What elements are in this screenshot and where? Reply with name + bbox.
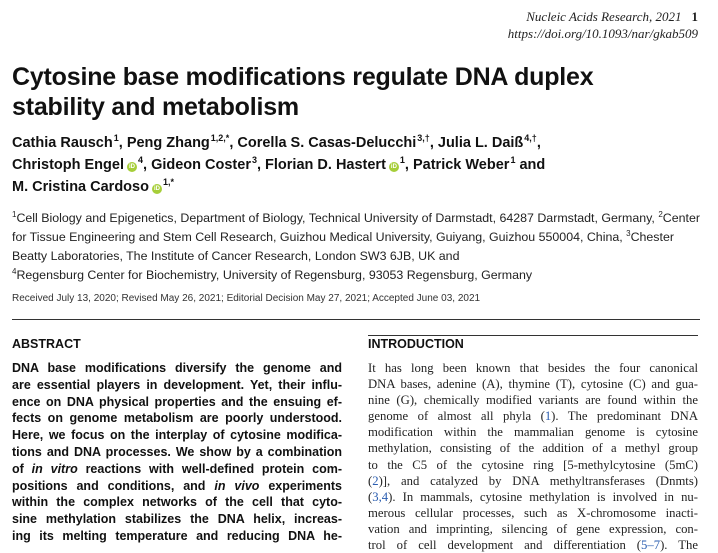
intro-rule bbox=[368, 335, 698, 336]
title-line-1: Cytosine base modifications regulate DNA duplex bbox=[12, 63, 594, 91]
author[interactable]: Christoph Engel $iD^4$ bbox=[12, 155, 143, 173]
title-line-2: stability and metabolism bbox=[12, 93, 299, 121]
author[interactable]: Gideon Coster$^3$ bbox=[151, 155, 257, 173]
citation-link[interactable]: 3,4 bbox=[372, 489, 389, 504]
author[interactable]: Peng Zhang$^{1,2,*}$ bbox=[126, 133, 230, 151]
author[interactable]: Cathia Rausch$^1$ bbox=[12, 133, 119, 151]
page-number: 1 bbox=[691, 9, 698, 24]
doi-link[interactable]: https://doi.org/10.1093/nar/gkab509 bbox=[507, 26, 698, 41]
author[interactable]: Patrick Weber$^1$ bbox=[412, 155, 516, 173]
author-list: Cathia Rausch$^1$, Peng Zhang$^{1,2,*}$, Corella S. Casas-Delucchi$^{3,\dagger}$, Julia L. Daiß$^{4,\dagger}$, Christoph Engel $iD^4$, Gideon Coster$^3$, Florian D. Hastert $iD^1$, Patrick Weber$^1$ and M. Cristina Cardoso $iD^{1,*}$ bbox=[12, 133, 546, 195]
citation-link[interactable]: 1 bbox=[544, 409, 552, 424]
journal-header bbox=[508, 8, 698, 42]
author[interactable]: M. Cristina Cardoso $iD^{1,*}$ bbox=[12, 177, 174, 195]
orcid-icon[interactable]: iD bbox=[153, 186, 160, 192]
author[interactable]: Corella S. Casas-Delucchi$^{3,\dagger}$ bbox=[237, 133, 430, 151]
abstract-text: DNA base modifications diversify the genome and are essential players in development. Yet, their influ- ence on DNA physical properties and the ensuing ef- fects on genome metabolism are poorly understood. Here, we focus on the interplay of cytosine modifica- tions and DNA processes. We show by a combination of in vitro reactions with well-defined protein com- positions and conditions, and in vivo experiments within the complex networks of the cell that cyto- sine methylation stabilizes the DNA helix, increas- ing its melting temperature and reducing DNA he- bbox=[12, 361, 343, 543]
abstract-heading: ABSTRACT bbox=[12, 337, 81, 351]
introduction-heading: INTRODUCTION bbox=[368, 337, 464, 351]
authors-and: and bbox=[519, 157, 546, 173]
orcid-icon[interactable]: iD bbox=[390, 164, 397, 170]
submission-dates: Received July 13, 2020; Revised May 26, 2021; Editorial Decision May 27, 2021; Accepted June 03, 2021 bbox=[12, 293, 481, 304]
orcid-icon[interactable]: iD bbox=[128, 164, 135, 170]
article-title bbox=[12, 62, 702, 122]
introduction-text: It has long been known that besides the four canonical DNA bases, adenine (A), thymine (T), cytosine (C) and gua- nine (G), chemically modified variants are found within the genome of almost all phyla (1). The predominant DNA modification within the mammalian genome is cytosine methylation, consisting of the addition of a methyl group to the C5 of the cytosine ring [5-methylcytosine (5mC) (2)], and catalyzed by DNA methyltransferases (Dnmts) (3,4). In mammals, cytosine methylation is involved in nu- merous cellular processes, such as X-chromosome inacti- vation and imprinting, silencing of gene expression, con- trol of cell development and differentiation (5–7). The bbox=[368, 361, 698, 553]
affiliations: $^1$Cell Biology and Epigenetics, Department of Biology, Technical University of Darmstadt, 64287 Darmstadt, Germany, $^2$Center for Tissue Engineering and Stem Cell Research, Guizhou Medical University, Guiyang, Guizhou 550004, China, $^3$Chester Beatty Laboratories, The Institute of Cancer Research, London SW3 6JB, UK and $^4$Regensburg Center for Biochemistry, University of Regensburg, 93053 Regensburg, Germany bbox=[12, 210, 700, 282]
author[interactable]: Julia L. Daiß$^{4,\dagger}$ bbox=[437, 133, 537, 151]
author[interactable]: Florian D. Hastert $iD^1$ bbox=[265, 155, 405, 173]
divider bbox=[12, 319, 700, 320]
journal-name: Nucleic Acids Research, 2021 bbox=[526, 9, 682, 24]
citation-link[interactable]: 2 bbox=[372, 473, 379, 488]
citation-link[interactable]: 5–7 bbox=[641, 538, 661, 553]
